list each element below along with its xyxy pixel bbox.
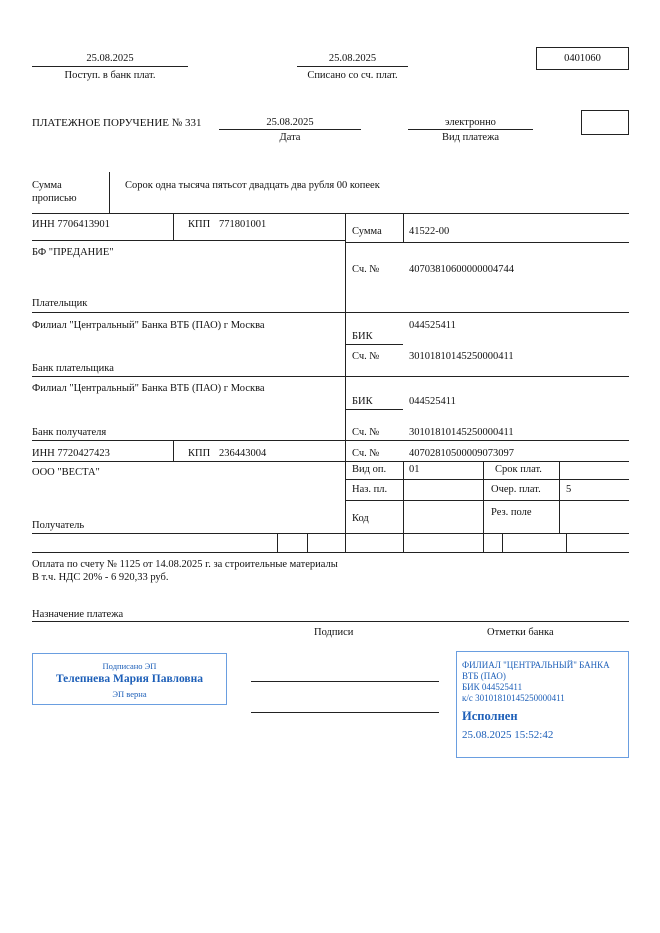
signature-stamp-name: Телепнева Мария Павловна xyxy=(55,673,204,685)
amount-words-value: Сорок одна тысяча пятьсот двадцать два рубля 00 копеек xyxy=(125,180,380,191)
payee-inn: ИНН 7720427423 xyxy=(32,448,110,459)
form-code-box xyxy=(536,47,629,70)
bank-stamp-line2: ВТБ (ПАО) xyxy=(462,671,506,681)
bank-stamp-line4: к/с 30101810145250000411 xyxy=(462,693,565,703)
row-line-inn xyxy=(32,240,345,241)
purpose-line1: Оплата по счету № 1125 от 14.08.2025 г. за строительные материалы xyxy=(32,559,338,570)
sum-label: Сумма xyxy=(352,226,382,237)
vid-op-value: 01 xyxy=(409,464,420,475)
payer-bank-account: 30101810145250000411 xyxy=(409,351,514,362)
kod-label: Код xyxy=(352,513,369,524)
rez-label: Рез. поле xyxy=(491,507,532,518)
tax-divider-3 xyxy=(502,533,503,552)
payee-bank-account: 30101810145250000411 xyxy=(409,427,514,438)
signature-stamp-line3: ЭП верна xyxy=(112,689,147,699)
row-line-payee-inn xyxy=(32,461,629,462)
row-line-sum xyxy=(345,242,629,243)
payer-name: БФ "ПРЕДАНИЕ" xyxy=(32,247,114,258)
payee-account-label: Сч. № xyxy=(352,448,380,459)
payer-bank-name: Филиал "Центральный" Банка ВТБ (ПАО) г Москва xyxy=(32,320,265,331)
purpose-line xyxy=(32,621,629,622)
payer-kpp: 771801001 xyxy=(219,219,267,230)
amount-words-label: Сумма прописью xyxy=(32,180,77,204)
signatures-label: Подписи xyxy=(314,627,354,638)
inn-kpp-divider xyxy=(173,213,174,240)
payee-label: Получатель xyxy=(32,520,85,531)
payee-bank-bik-label: БИК xyxy=(352,396,373,407)
sum-value: 41522-00 xyxy=(409,226,450,237)
codes-divider-1 xyxy=(403,461,404,552)
signature-line-2 xyxy=(251,712,439,713)
row-line-payee-bank xyxy=(32,440,629,441)
naz-pl-label: Наз. пл. xyxy=(352,484,388,495)
payer-label: Плательщик xyxy=(32,298,88,309)
tax-divider-2 xyxy=(307,533,308,552)
payer-kpp-label: КПП xyxy=(188,219,211,230)
payer-bank-label: Банк плательщика xyxy=(32,363,114,374)
row-line-bik1 xyxy=(345,344,403,345)
payee-account: 40702810500009073097 xyxy=(409,448,514,459)
ocher-label: Очер. плат. xyxy=(491,484,541,495)
payer-bank-account-label: Сч. № xyxy=(352,351,380,362)
bank-stamp-status: Исполнен xyxy=(462,709,518,723)
ocher-value: 5 xyxy=(566,484,572,495)
payer-inn: ИНН 7706413901 xyxy=(32,219,110,230)
payer-account-label: Сч. № xyxy=(352,264,380,275)
payee-bank-label: Банк получателя xyxy=(32,427,107,438)
bank-stamp-line1: ФИЛИАЛ "ЦЕНТРАЛЬНЫЙ" БАНКА xyxy=(462,660,610,670)
codes-divider-3 xyxy=(559,461,560,533)
payment-type-line xyxy=(408,129,533,130)
received-date-line xyxy=(32,66,188,67)
row-line-vidop xyxy=(345,479,629,480)
payee-bank-name: Филиал "Центральный" Банка ВТБ (ПАО) г Москва xyxy=(32,383,265,394)
debited-date: 25.08.2025 xyxy=(328,53,377,64)
bank-stamp-datetime: 25.08.2025 15:52:42 xyxy=(462,729,554,741)
payee-inn-kpp-divider xyxy=(173,440,174,461)
purpose-label: Назначение платежа xyxy=(32,609,124,620)
payer-bank-bik-label: БИК xyxy=(352,331,373,342)
received-date: 25.08.2025 xyxy=(86,53,134,64)
payee-bank-account-label: Сч. № xyxy=(352,427,380,438)
payee-bank-bik: 044525411 xyxy=(409,396,456,407)
row-line-payer xyxy=(32,312,629,313)
bank-stamp xyxy=(456,651,629,758)
payer-account: 40703810600000004744 xyxy=(409,264,514,275)
signature-stamp-line1: Подписано ЭП xyxy=(102,661,157,671)
order-date-line xyxy=(219,129,361,130)
row-line-payer-bank xyxy=(32,376,629,377)
main-vertical-divider xyxy=(345,213,346,552)
row-line-nazpl xyxy=(345,500,629,501)
form-code: 0401060 xyxy=(564,53,601,64)
tax-divider-1 xyxy=(277,533,278,552)
payee-name: ООО "ВЕСТА" xyxy=(32,467,100,478)
received-label: Поступ. в банк плат. xyxy=(64,70,156,81)
debited-label: Списано со сч. плат. xyxy=(307,70,398,81)
purpose-line2: В т.ч. НДС 20% - 6 920,33 руб. xyxy=(32,572,169,583)
srok-label: Срок плат. xyxy=(495,464,542,475)
row-line-bik2 xyxy=(345,409,403,410)
bank-marks-label: Отметки банка xyxy=(487,627,554,638)
order-date-label: Дата xyxy=(279,132,301,143)
payee-kpp: 236443004 xyxy=(219,448,267,459)
row-line-tax xyxy=(32,552,629,553)
payment-type-label: Вид платежа xyxy=(441,132,499,143)
empty-code-box xyxy=(581,110,629,135)
payee-kpp-label: КПП xyxy=(188,448,211,459)
payment-type: электронно xyxy=(445,117,496,128)
tax-divider-4 xyxy=(566,533,567,552)
order-title: ПЛАТЕЖНОЕ ПОРУЧЕНИЕ № 331 xyxy=(32,117,202,129)
order-date: 25.08.2025 xyxy=(266,117,314,128)
sum-divider xyxy=(403,213,404,242)
payer-bank-bik: 044525411 xyxy=(409,320,456,331)
debited-date-line xyxy=(297,66,408,67)
amount-words-divider xyxy=(109,172,110,213)
signature-stamp xyxy=(32,653,227,705)
row-line-payee xyxy=(32,533,629,534)
row-line-1 xyxy=(32,213,629,214)
codes-divider-2 xyxy=(483,461,484,552)
signature-line-1 xyxy=(251,681,439,682)
bank-stamp-line3: БИК 044525411 xyxy=(462,682,523,692)
vid-op-label: Вид оп. xyxy=(352,464,387,475)
